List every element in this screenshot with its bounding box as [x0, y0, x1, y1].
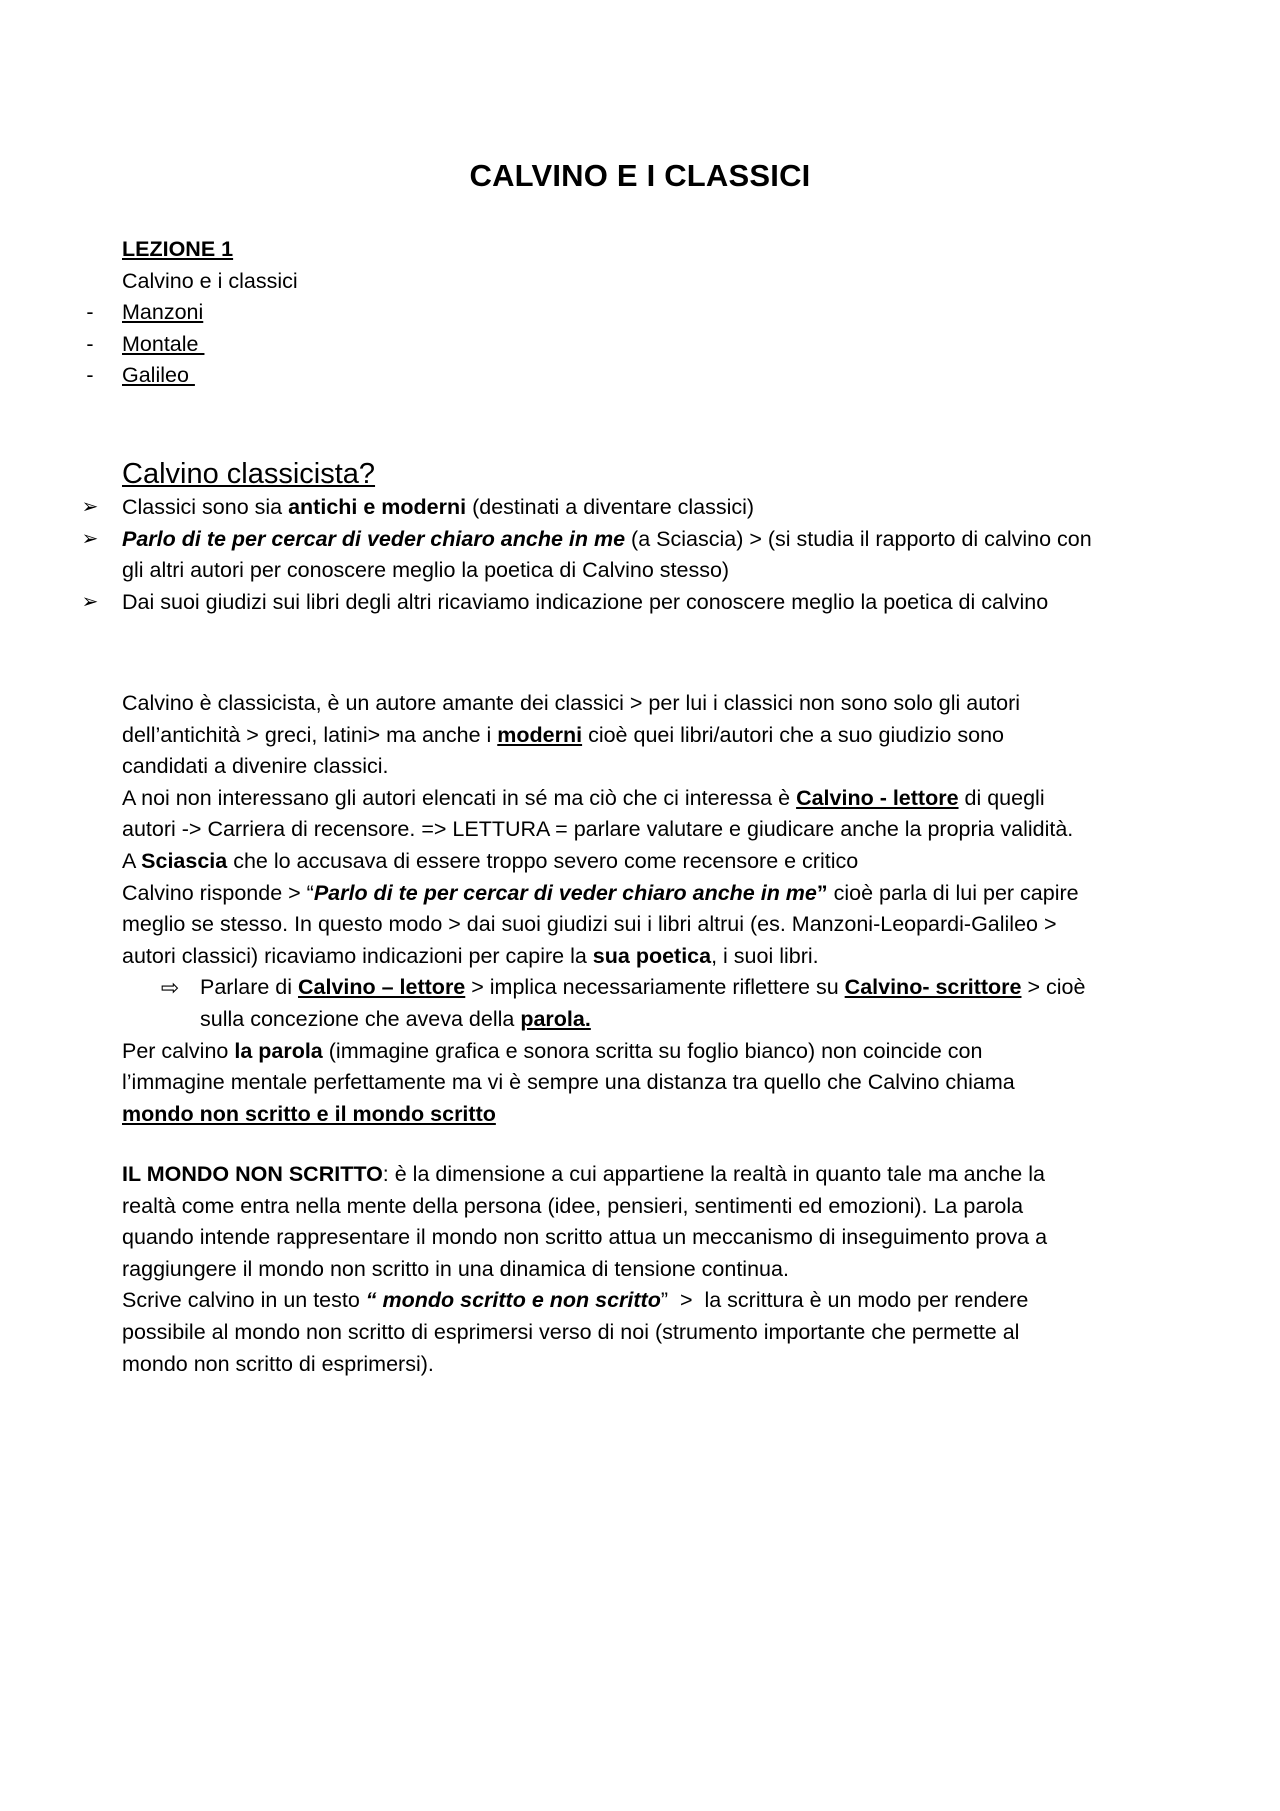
bullet-item: ➢ Parlo di te per cercar di veder chiaro anche in me (a Sciascia) > (si studia il rapporto di calvino con: [122, 524, 1182, 556]
classicista-section: Calvino classicista? ➢ Classici sono sia antichi e moderni (destinati a diventare classici) ➢ Parlo di te per cercar di veder chiaro anche in me (a Sciascia) > (si studia il rapporto di calvino con gli altri autori per conoscere meglio la poetica di Calvino stesso) ➢ Dai suoi giudizi sui libri degli altri ricaviamo indicazione per conoscere meglio la poetica di calvino: [122, 456, 1182, 618]
bullet-arrow-icon: ➢: [81, 527, 99, 550]
lesson-block: [86, 234, 1182, 392]
mondo-paragraph: IL MONDO NON SCRITTO: è la dimensione a cui appartiene la realtà in quanto tale ma anche la realtà come entra nella mente della persona (idee, pensieri, sentimenti ed emozioni). La parola quando intende rappresentare il mondo non scritto attua un meccanismo di inseguimento prova a raggiungere il mondo non scritto in una dinamica di tensione continua. Scrive calvino in un testo “ mondo scritto e non scritto” > la scrittura è un modo per rendere possibile al mondo non scritto di esprimersi verso di noi (strumento importante che permette al mondo non scritto di esprimersi).: [122, 1162, 1048, 1376]
bullet-item: ➢ Dai suoi giudizi sui libri degli altri ricaviamo indicazione per conoscere meglio la poetica di calvino: [122, 587, 1182, 619]
body-paragraph: Calvino è classicista, è un autore amante dei classici > per lui i classici non sono solo gli autori dell’antichità > greci, latini> ma anche i moderni cioè quei libri/autori che a suo giudizio sono candidati a divenire classici. A noi non interessano gli autori elencati in sé ma ciò che ci interessa è Calvino - lettore di quegli autori -> Carriera di recensore. => LETTURA = parlare valutare e giudicare anche la propria validità. A Sciascia che lo accusava di essere troppo severo come recensore e critico Calvino risponde > “Parlo di te per cercar di veder chiaro anche in me” cioè parla di lui per capire meglio se stesso. In questo modo > dai suoi giudizi sui i libri altrui (es. Manzoni-Leopardi-Galileo > autori classici) ricaviamo indicazioni per capire la sua poetica, i suoi libri. ⇨ Parlare di Calvino – lettore > implica necessariamente riflettere su Calvino- scrittore > cioè sulla concezione che aveva della parola. Per calvino la parola (immagine grafica e sonora scritta su foglio bianco) non coincide con l’immagine mentale perfettamente ma vi è sempre una distanza tra quello che Calvino chiama mondo non scritto e il mondo scritto: [122, 688, 1182, 1130]
page-title: CALVINO E I CLASSICI: [469, 158, 811, 193]
author-link-manzoni[interactable]: Manzoni: [122, 300, 204, 325]
bullet-item: ➢ Classici sono sia antichi e moderni (destinati a diventare classici): [122, 492, 1182, 524]
list-item: [86, 360, 1182, 392]
arrow-list-item: ⇨ Parlare di Calvino – lettore > implica necessariamente riflettere su Calvino- scrittore > cioè: [122, 972, 1182, 1004]
lesson-subtitle: Calvino e i classici: [122, 268, 298, 293]
dash-marker: -: [86, 331, 94, 356]
list-item: [86, 329, 1182, 361]
dash-marker: -: [86, 363, 94, 388]
mondo-emphasis: mondo non scritto e il mondo scritto: [122, 1101, 496, 1126]
list-item: [86, 297, 1182, 329]
section-heading: Calvino classicista?: [122, 458, 376, 490]
dash-marker: -: [86, 300, 94, 325]
lesson-heading: LEZIONE 1: [122, 237, 234, 261]
hollow-arrow-icon: ⇨: [160, 975, 180, 1001]
author-link-galileo[interactable]: Galileo: [122, 363, 195, 388]
bullet-arrow-icon: ➢: [81, 590, 99, 613]
author-link-montale[interactable]: Montale: [122, 331, 205, 356]
bullet-arrow-icon: ➢: [81, 496, 99, 518]
